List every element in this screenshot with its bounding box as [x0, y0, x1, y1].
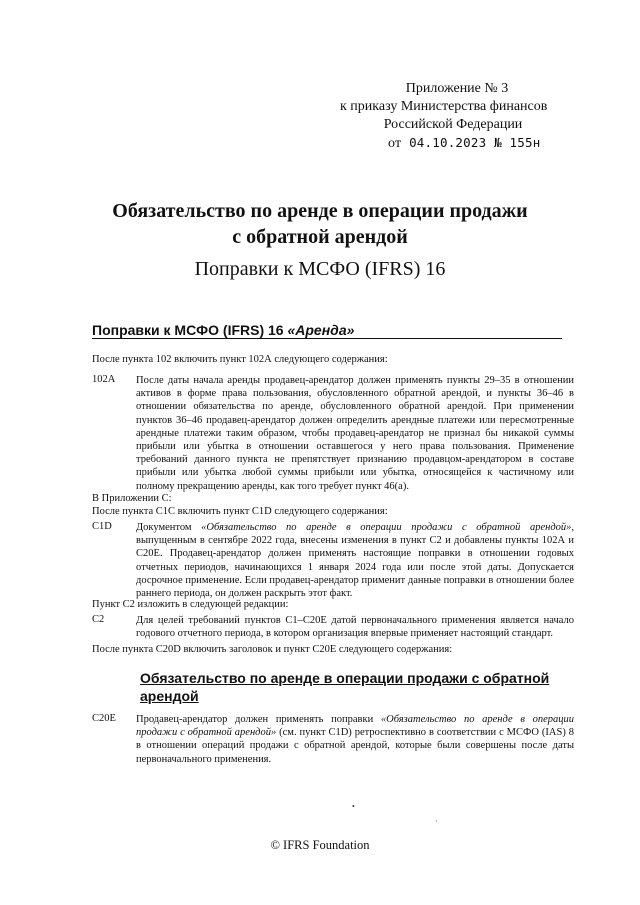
- header-appendix-number: Приложение № 3: [405, 81, 509, 96]
- section-divider: [92, 338, 562, 339]
- intro-paragraph-c1c: После пункта С1С включить пункт С1D следующего содержания:: [92, 506, 388, 517]
- footer-copyright: © IFRS Foundation: [270, 838, 370, 852]
- paragraph-c2: Для целей требований пунктов С1–С20Е датой первоначального применения является начало годового отчетного периода, в котором организация впервые применяет настоящий стандарт.: [136, 615, 574, 640]
- paragraph-number-c20e: С20Е: [92, 713, 116, 724]
- section-heading-italic: «Аренда»: [287, 322, 355, 338]
- document-title-line1: Обязательство по аренде в операции продажи: [112, 200, 528, 222]
- paragraph-number-c1d: С1D: [92, 521, 112, 532]
- subsection-heading: Обязательство по аренде в операции продажи с обратной арендой: [140, 670, 550, 704]
- intro-paragraph-102: После пункта 102 включить пункт 102А следующего содержания:: [92, 354, 388, 365]
- appendix-header: [330, 80, 590, 153]
- header-date-prefix: от: [388, 136, 402, 151]
- section-heading-prefix: Поправки к МСФО (IFRS) 16: [92, 322, 284, 338]
- paragraph-102a: После даты начала аренды продавец-арендатор должен применять пункты 29–35 в отношении активов в форме права пользования, обусловленного обратной арендой, и пункты 36–46 в отношении обязательства по аренде, обусловленного обратной арендой. При применении пунктов 36–46 продавец-арендатор должен определить арендные платежи или пересмотренные арендные платежи таким образом, чтобы продавец-арендатор не признал бы никакой суммы прибыли или убытка в отношении оставшегося у него права пользования. Применение требований данного пункта не препятствует признанию продавцом-арендатором в составе прибыли или убытка любой суммы прибыли или убытка, относящейся к частичному или полному прекращению аренды, как того требует пункт 46(а).: [136, 375, 574, 492]
- c1d-text-pre: Документом: [136, 522, 202, 533]
- c20e-text-pre: Продавец-арендатор должен применять поправки: [136, 714, 381, 725]
- paragraph-number-c2: С2: [92, 614, 105, 625]
- paragraph-number-102a: 102А: [92, 374, 116, 385]
- scan-speck: •: [352, 802, 355, 811]
- intro-paragraph-c20d: После пункта С20D включить заголовок и пункт С20Е следующего содержания:: [92, 644, 453, 655]
- header-order-date: [388, 134, 590, 153]
- scan-speck: ·: [435, 817, 438, 826]
- appendix-c-label: В Приложении С:: [92, 493, 172, 504]
- c20e-text-post: (см. пункт С1D) ретроспективно в соответствии с МСФО (IAS) 8 в отношении операций продажи с обратной арендой, которые были совершены после даты первоначального применения.: [136, 727, 574, 765]
- paragraph-c1d: [136, 521, 574, 600]
- section-heading: [92, 322, 354, 338]
- c1d-text-post: , выпущенным в сентябре 2022 года, внесены изменения в пункт С2 и добавлены пункты 102А и С20Е. Продавец-арендатор должен применять настоящие поправки в отношении годовых отчетных периодов, начинающихся 1 января 2024 года или после этой даты. Допускается досрочное применение. Если продавец-арендатор применит данные поправки в отношении более раннего периода, он должен раскрыть этот факт.: [136, 522, 575, 600]
- document-title: [60, 198, 580, 250]
- header-country: Российской Федерации: [383, 117, 523, 132]
- paragraph-c20e: [136, 713, 574, 766]
- intro-paragraph-c2: Пункт С2 изложить в следующей редакции:: [92, 599, 289, 610]
- c1d-document-title: «Обязательство по аренде в операции продажи с обратной арендой»: [201, 522, 572, 533]
- header-date: 04.10.2023: [409, 135, 487, 150]
- document-subtitle: Поправки к МСФО (IFRS) 16: [194, 258, 446, 280]
- c20e-document-title: «Обязательство по аренде в операции продажи с обратной арендой»: [136, 714, 574, 739]
- document-title-line2: с обратной арендой: [232, 226, 408, 248]
- header-order-number: № 155н: [494, 135, 541, 150]
- header-order-ministry: к приказу Министерства финансов: [340, 99, 548, 114]
